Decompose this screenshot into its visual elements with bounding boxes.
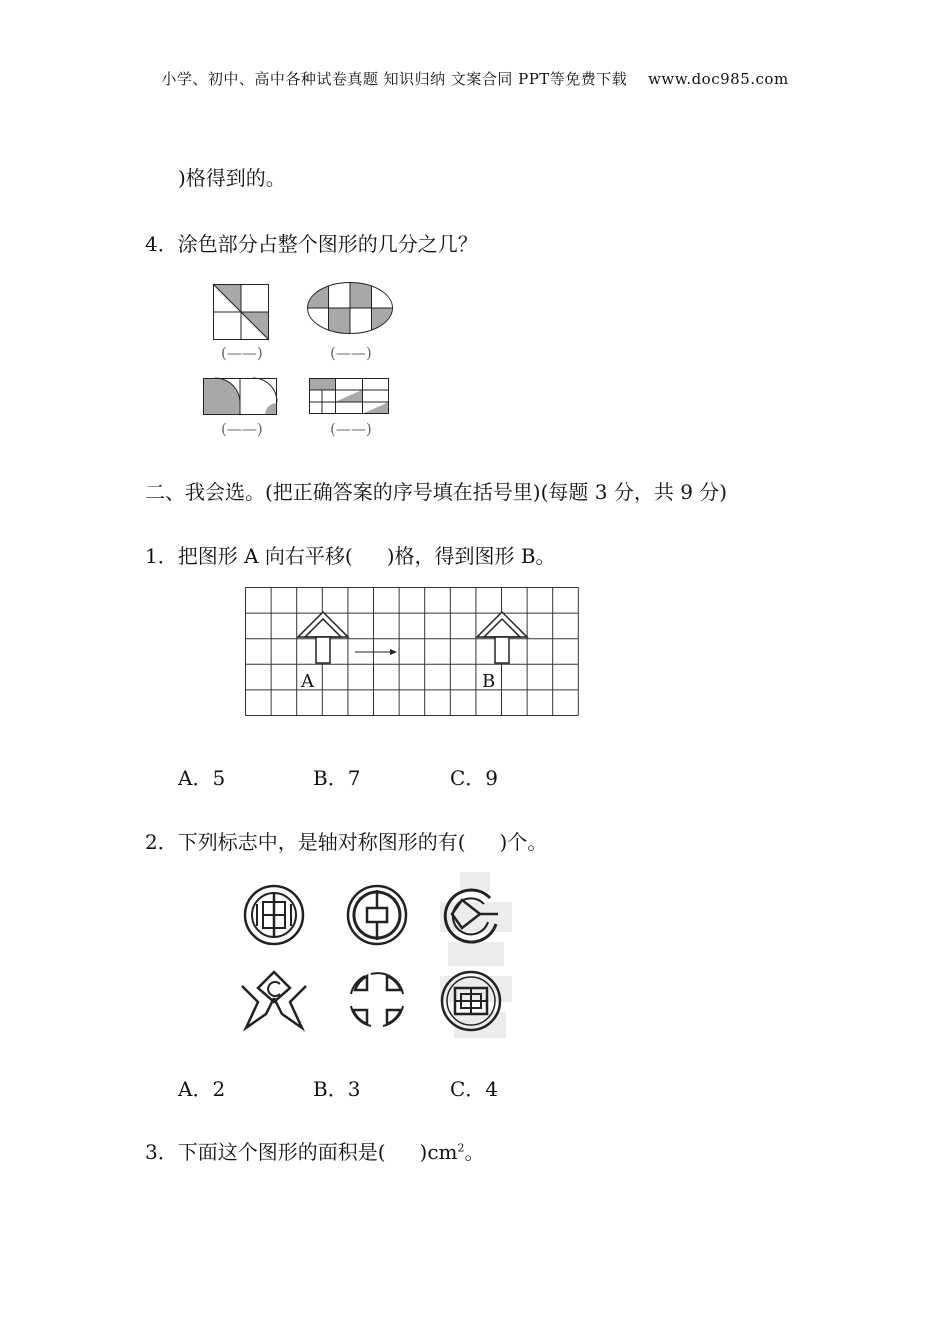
label-a: A — [301, 671, 314, 692]
bank-logo-2 — [346, 884, 408, 946]
mc2-option-c[interactable]: C．4 — [450, 1077, 499, 1101]
q4-answer-blank-2[interactable]: (——) — [330, 344, 372, 362]
mc2-option-b[interactable]: B．3 — [313, 1077, 361, 1101]
q4-figure-square — [213, 284, 269, 340]
bank-logo-4 — [238, 968, 310, 1032]
q4-answer-blank-3[interactable]: (——) — [221, 420, 263, 438]
arrow-shape-a — [298, 612, 348, 637]
site-header: 小学、初中、高中各种试卷真题 知识归纳 文案合同 PPT等免费下载 www.doc985.com — [161, 70, 789, 88]
mc3-stem — [145, 1136, 485, 1165]
mc1-option-c[interactable]: C．9 — [450, 766, 499, 790]
q4-figure-ellipse — [307, 282, 393, 334]
mc1-stem-after: )格，得到图形 B。 — [386, 544, 556, 568]
mc2-stem — [145, 826, 547, 855]
bank-logo-3 — [440, 884, 502, 946]
q4-stem: 4．涂色部分占整个图形的几分之几？ — [145, 232, 478, 256]
arrow-shape-b — [477, 612, 527, 637]
mc2-option-a[interactable]: A．2 — [178, 1077, 226, 1101]
mc3-stem-before: 3．下面这个图形的面积是( — [145, 1140, 386, 1164]
section2-title: 二、我会选。(把正确答案的序号填在括号里)(每题 3 分，共 9 分) — [145, 480, 728, 504]
mc1-option-a[interactable]: A．5 — [178, 766, 226, 790]
mc3-unit-superscript: 2 — [457, 1141, 465, 1155]
mc1-stem-before: 1．把图形 A 向右平移( — [145, 544, 353, 568]
label-b: B — [482, 671, 496, 692]
continuation-line: )格得到的。 — [178, 166, 286, 190]
bank-logo-1 — [243, 884, 305, 946]
q4-figure-grid — [309, 378, 389, 414]
q4-answer-blank-4[interactable]: (——) — [330, 420, 372, 438]
mc3-stem-after: )cm — [419, 1140, 458, 1164]
mc1-option-b[interactable]: B．7 — [313, 766, 361, 790]
mc1-stem — [145, 540, 556, 569]
mc3-stem-end: 。 — [464, 1140, 485, 1164]
q4-figure-quarter-circles — [203, 378, 277, 415]
mc2-stem-after: )个。 — [499, 830, 548, 854]
mc2-stem-before: 2．下列标志中，是轴对称图形的有( — [145, 830, 466, 854]
bank-logo-6 — [440, 970, 502, 1032]
translation-grid — [245, 587, 579, 716]
bank-logo-5 — [345, 968, 409, 1032]
q4-answer-blank-1[interactable]: (——) — [221, 344, 263, 362]
